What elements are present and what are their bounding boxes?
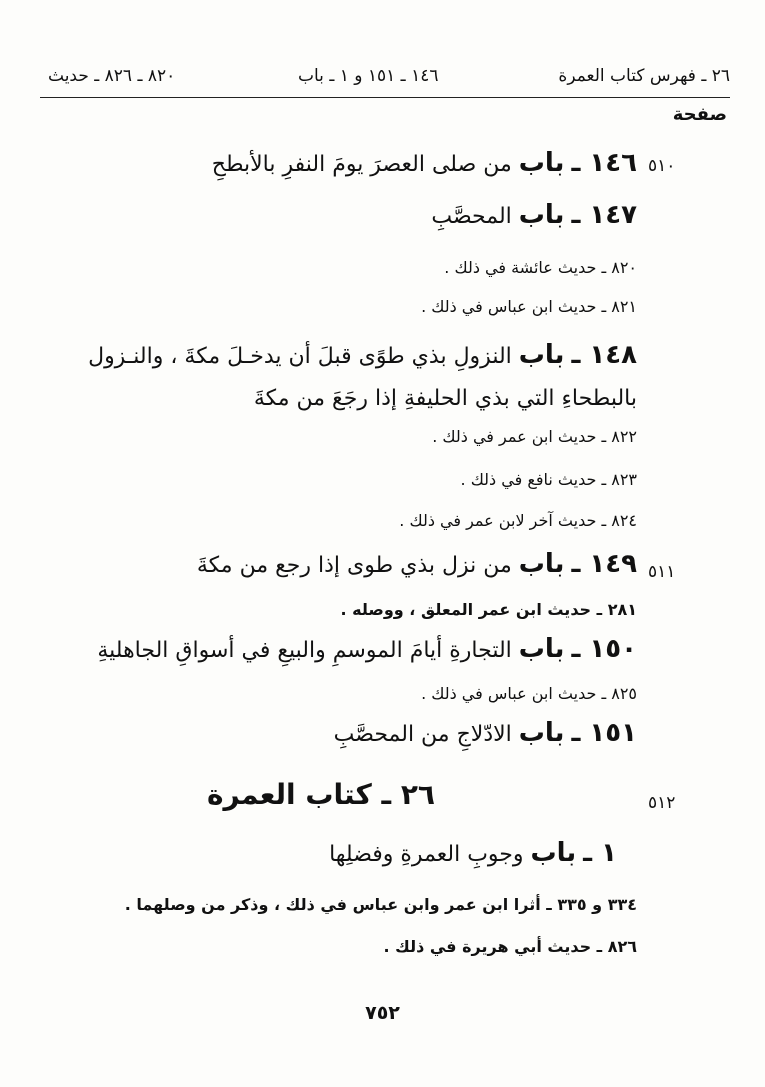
chapter-bab: باب (518, 200, 565, 230)
chapter-number: ١ ـ (583, 838, 617, 868)
chapter-umrah-1 (329, 838, 617, 868)
hadith-823: ٨٢٣ ـ حديث نافع في ذلك . (460, 470, 637, 489)
hadith-826: ٨٢٦ ـ حديث أبي هريرة في ذلك . (383, 937, 637, 956)
hadith-281: ٢٨١ ـ حديث ابن عمر المعلق ، ووصله . (340, 600, 637, 619)
chapter-bab: باب (530, 838, 577, 868)
page-footer-number: ٧٥٢ (365, 1002, 400, 1024)
chapter-title: النزولِ بذي طوًى قبلَ أن يدخـلَ مكةَ ، والنـزول بالبطحاءِ التي بذي الحليفةِ إذا رجَعَ من مكةَ (88, 344, 637, 411)
chapter-number: ١٤٩ ـ (571, 549, 637, 579)
header-hadith-range: ٨٢٠ ـ ٨٢٦ ـ حديث (48, 66, 176, 86)
chapter-150 (97, 634, 637, 664)
chapter-bab: باب (518, 634, 565, 664)
chapter-number: ١٥٠ ـ (571, 634, 637, 664)
chapter-number: ١٥١ ـ (571, 718, 637, 748)
chapter-bab: باب (518, 549, 565, 579)
chapter-bab: باب (518, 718, 565, 748)
page-number-511: ٥١١ (648, 562, 676, 582)
chapter-146 (212, 148, 637, 178)
chapter-title: من صلى العصرَ يومَ النفرِ بالأبطحِ (211, 152, 512, 177)
chapter-title: وجوبِ العمرةِ وفضلِها (329, 842, 524, 867)
page-column-label: صفحة (672, 104, 727, 125)
chapter-title: من نزل بذي طوى إذا رجع من مكةَ (196, 553, 512, 578)
running-header (40, 62, 730, 90)
page-number-510: ٥١٠ (648, 156, 676, 176)
header-chapter-range: ١٤٦ ـ ١٥١ و ١ ـ باب (298, 66, 439, 86)
chapter-title: المحصَّبِ (431, 204, 512, 229)
hadith-820: ٨٢٠ ـ حديث عائشة في ذلك . (444, 258, 637, 277)
book-title: ٢٦ ـ كتاب العمرة (207, 778, 435, 811)
chapter-bab: باب (518, 340, 565, 370)
chapter-151 (334, 718, 637, 748)
header-book-title: ٢٦ ـ فهرس كتاب العمرة (558, 66, 730, 86)
hadith-822: ٨٢٢ ـ حديث ابن عمر في ذلك . (432, 427, 637, 446)
chapter-bab: باب (518, 148, 565, 178)
hadith-824: ٨٢٤ ـ حديث آخر لابن عمر في ذلك . (399, 511, 637, 530)
page-number-512: ٥١٢ (648, 793, 676, 813)
chapter-number: ١٤٨ ـ (571, 340, 637, 370)
chapter-number: ١٤٦ ـ (571, 148, 637, 178)
chapter-147 (431, 200, 637, 230)
chapter-number: ١٤٧ ـ (571, 200, 637, 230)
chapter-title: التجارةِ أيامَ الموسمِ والبيعِ في أسواقِ الجاهليةِ (97, 638, 512, 663)
hadith-334-335: ٣٣٤ و ٣٣٥ ـ أثرا ابن عمر وابن عباس في ذلك ، وذكر من وصلهما . (124, 895, 637, 914)
chapter-title: الادّلاجِ من المحصَّبِ (333, 722, 512, 747)
hadith-825: ٨٢٥ ـ حديث ابن عباس في ذلك . (421, 684, 637, 703)
chapter-148 (37, 334, 637, 420)
hadith-821: ٨٢١ ـ حديث ابن عباس في ذلك . (421, 297, 637, 316)
header-rule (40, 97, 730, 98)
chapter-149 (197, 549, 637, 579)
